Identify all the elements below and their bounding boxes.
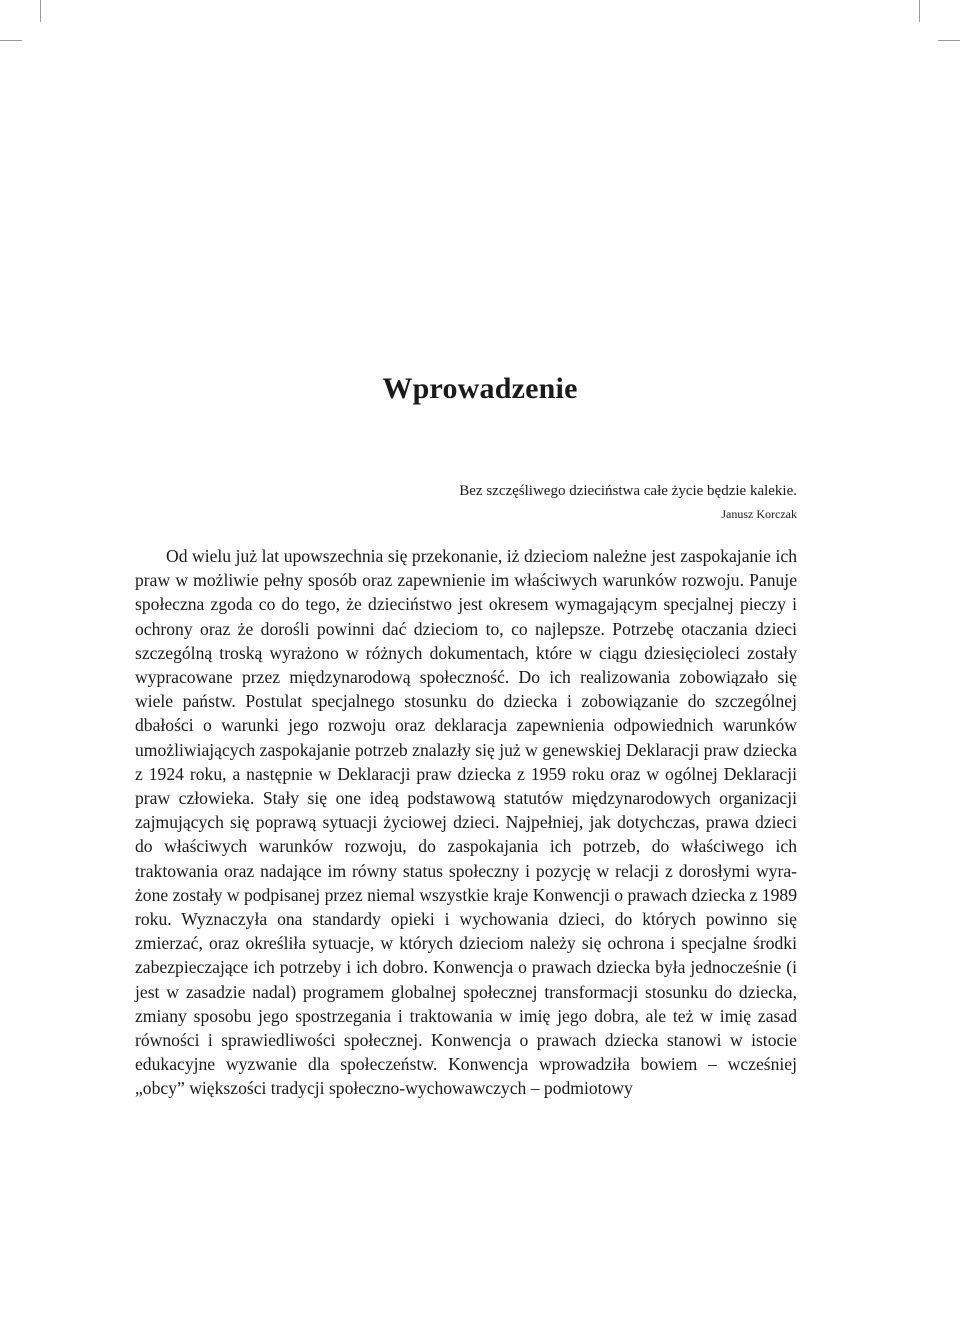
epigraph-quote: Bez szczęśliwego dzieciństwa całe życie będzie kalekie. (459, 483, 797, 499)
epigraph (300, 481, 797, 523)
body-paragraph: Od wielu już lat upowszechnia się przekonanie, iż dzieciom należne jest zaspokajanie ich praw w możliwie pełny sposób oraz zapewnienie im właściwych warunków rozwoju. Panuje społeczna zgoda co do tego, że dzieciństwo jest okresem wymagającym specjalnej pieczy i ochrony oraz że dorośli powinni dać dzieciom to, co najlepsze. Potrzebę otaczania dzieci szczególną troską wyrażono w różnych dokumentach, które w ciągu dziesięcioleci zostały wypracowane przez międzynarodową społeczność. Do ich realizowania zobowiązało się wiele państw. Postulat specjalnego stosunku do dziecka i zobowiązanie do szczególnej dbałości o warunki jego rozwoju oraz deklaracja zapewnienia odpowiednich warunków umożliwiających zaspokajanie potrzeb znalazły się już w genewskiej Deklaracji praw dziecka z 1924 roku, a następnie w Deklaracji praw dziecka z 1959 roku oraz w ogólnej Deklaracji praw człowieka. Stały się one ideą podstawową statutów międzynarodowych organizacji zajmujących się poprawą sytuacji życiowej dzieci. Najpełniej, jak dotychczas, prawa dzieci do właściwych warunków rozwoju, do zaspokajania ich potrzeb, do właściwego ich traktowania oraz nadające im równy status społeczny i pozycję w relacji z dorosłymi wyrażone zostały w podpisanej przez niemal wszystkie kraje Konwencji o prawach dziecka z 1989 roku. Wyznaczyła ona standardy opieki i wychowania dzieci, do których powinno się zmierzać, oraz określiła sytuacje, w których dzieciom należy się ochrona i specjalne środki zabezpieczające ich potrzeby i ich dobro. Konwencja o prawach dziecka była jednocześnie (i jest w zasadzie nadal) programem globalnej społecznej transformacji stosunku do dziecka, zmiany sposobu jego spostrzegania i traktowania w imię jego dobra, ale też w imię zasad równości i sprawiedliwości społecznej. Konwencja o prawach dziecka stanowi w istocie edukacyjne wyzwanie dla społeczeństw. Konwencja wprowadziła bowiem – wcześniej „obcy” większości tradycji społeczno-wychowawczych – podmiotowy (135, 546, 797, 1099)
chapter-title: Wprowadzenie (382, 372, 578, 405)
epigraph-author: Janusz Korczak (721, 507, 797, 521)
